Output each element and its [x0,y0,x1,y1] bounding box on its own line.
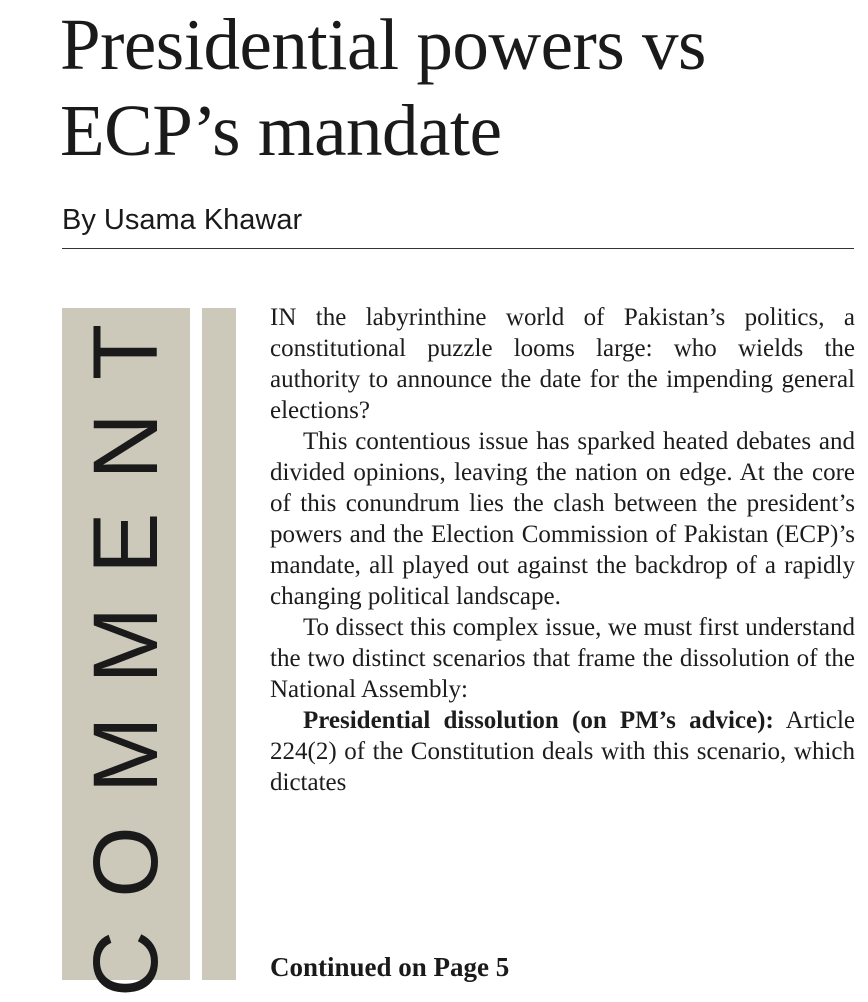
section-kicker: COMMENT [75,290,177,998]
paragraph-lead: Presidential dissolution (on PM’s advice): [303,707,774,734]
paragraph-text: Article 224(2) of the Constitution deals with this scenario, which dictates [270,707,855,796]
paragraph-text: IN the labyrinthine world of Pakistan’s politics, a constitutional puzzle looms large: who wields the authority to announce the date for the impending general elections? [270,304,855,424]
paragraph-text: This contentious issue has sparked heated debates and divided opinions, leaving the nation on edge. At the core of this conundrum lies the clash between the president’s powers and the Election Commission of Pakistan (ECP)’s mandate, all played out against the backdrop of a rapidly changing political landscape. [270,428,855,610]
paragraph [270,302,855,426]
paragraph [270,612,855,705]
paragraph-text: To dissect this complex issue, we must first understand the two distinct scenarios that frame the dissolution of the National Assembly: [270,614,855,703]
byline: By Usama Khawar [62,204,303,236]
paragraph [270,426,855,612]
continued-on-link[interactable]: Continued on Page 5 [270,952,510,982]
byline-divider [62,248,854,249]
headline: Presidential powers vs ECP’s mandate [60,4,706,171]
comment-sidebar-stripe [202,308,236,980]
paragraph [270,705,855,798]
article-body [270,302,855,798]
